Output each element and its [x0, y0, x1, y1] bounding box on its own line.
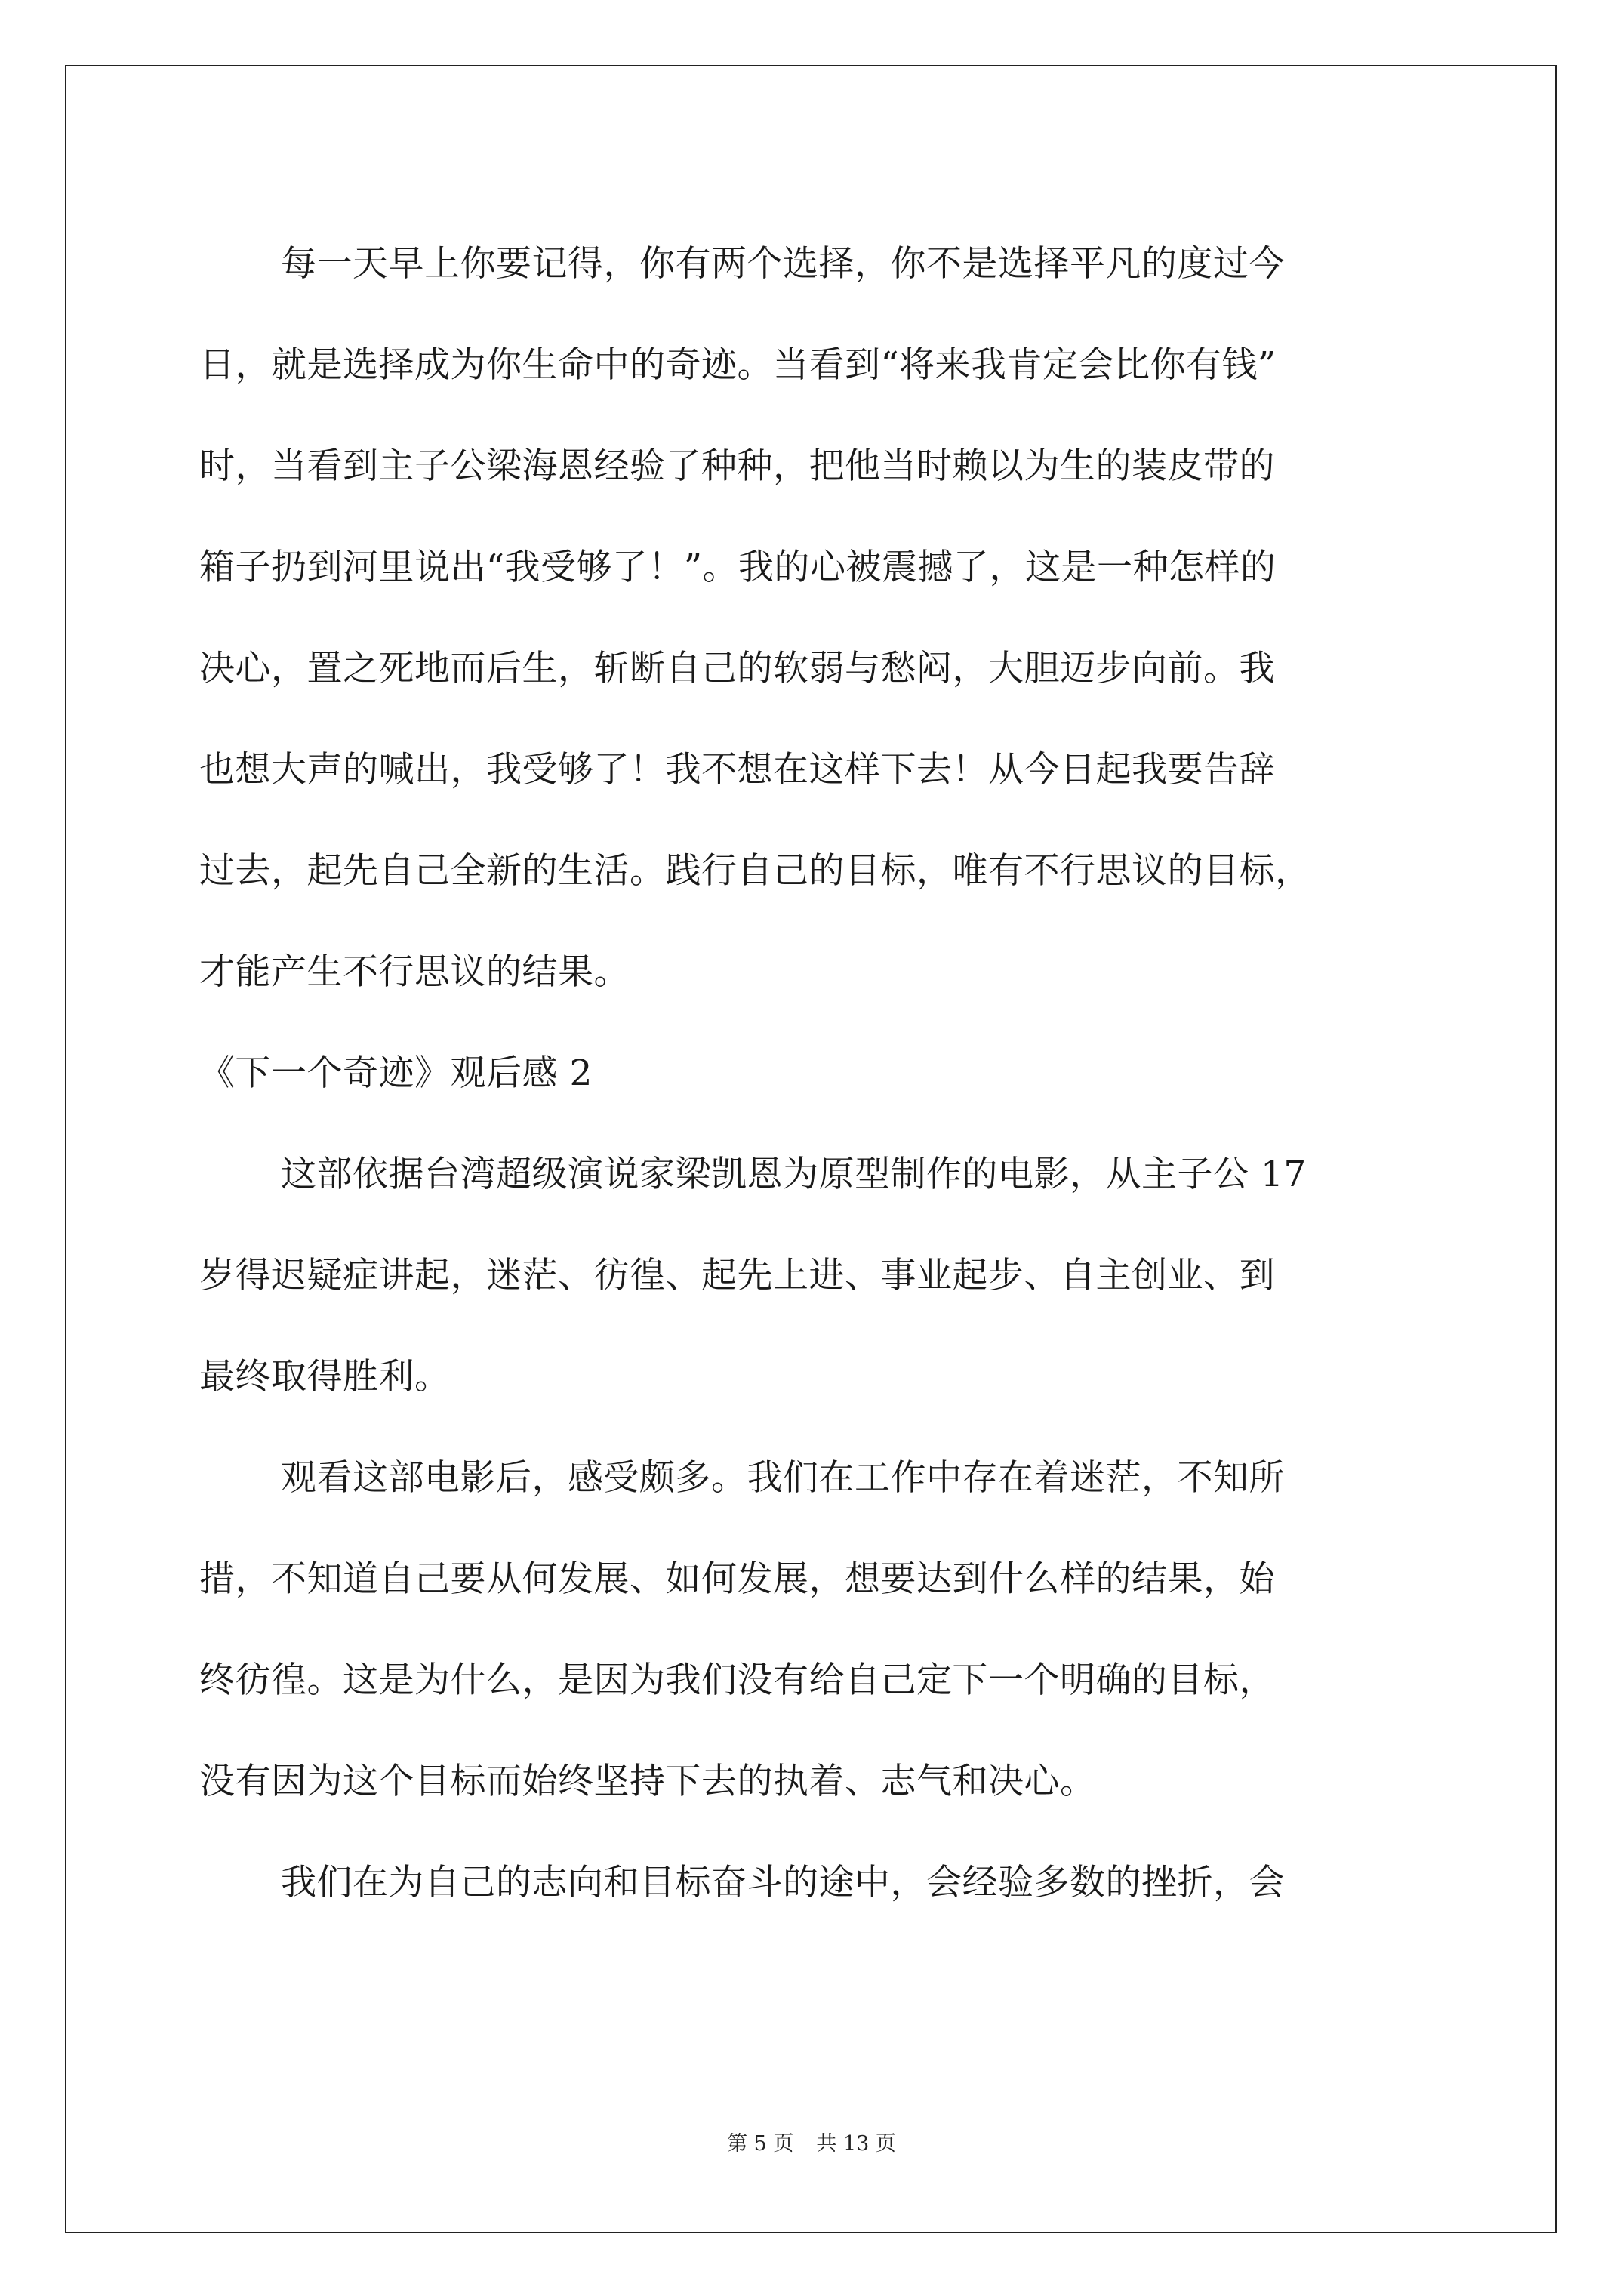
body-line: 没有因为这个目标而始终坚持下去的执着、志气和决心。	[199, 1761, 1096, 1802]
body-line: 才能产生不行思议的结果。	[199, 951, 630, 993]
body-line: 时，当看到主子公梁海恩经验了种种，把他当时赖以为生的装皮带的	[199, 445, 1275, 487]
body-line: 终彷徨。这是为什么，是因为我们没有给自己定下一个明确的目标，	[199, 1660, 1275, 1701]
body-line: 这部依据台湾超级演说家梁凯恩为原型制作的电影，从主子公 17	[281, 1154, 1307, 1195]
body-line: 最终取得胜利。	[199, 1356, 451, 1398]
body-line: 箱子扔到河里说出“我受够了！”。我的心被震撼了，这是一种怎样的	[199, 547, 1277, 588]
body-line: 岁得迟疑症讲起，迷茫、彷徨、起先上进、事业起步、自主创业、到	[199, 1255, 1275, 1296]
body-line: 也想大声的喊出，我受够了！我不想在这样下去！从今日起我要告辞	[199, 749, 1275, 791]
body-line: 决心，置之死地而后生，斩断自己的软弱与愁闷，大胆迈步向前。我	[199, 648, 1275, 689]
body-line: 我们在为自己的志向和目标奋斗的途中，会经验多数的挫折，会	[281, 1862, 1285, 1903]
page-number-total: 共 13 页	[816, 2132, 896, 2156]
page-number-current: 第 5 页	[727, 2132, 794, 2156]
document-body	[199, 214, 1426, 1934]
body-line: 观看这部电影后，感受颇多。我们在工作中存在着迷茫，不知所	[281, 1457, 1285, 1499]
section-heading: 《下一个奇迹》观后感 2	[199, 1052, 593, 1094]
body-line: 每一天早上你要记得，你有两个选择，你不是选择平凡的度过今	[281, 243, 1285, 285]
page-footer	[0, 2129, 1623, 2159]
body-line: 过去，起先自己全新的生活。践行自己的目标，唯有不行思议的目标，	[199, 850, 1311, 892]
body-line: 日，就是选择成为你生命中的奇迹。当看到“将来我肯定会比你有钱”	[199, 344, 1277, 386]
body-line: 措，不知道自己要从何发展、如何发展，想要达到什么样的结果，始	[199, 1558, 1275, 1600]
